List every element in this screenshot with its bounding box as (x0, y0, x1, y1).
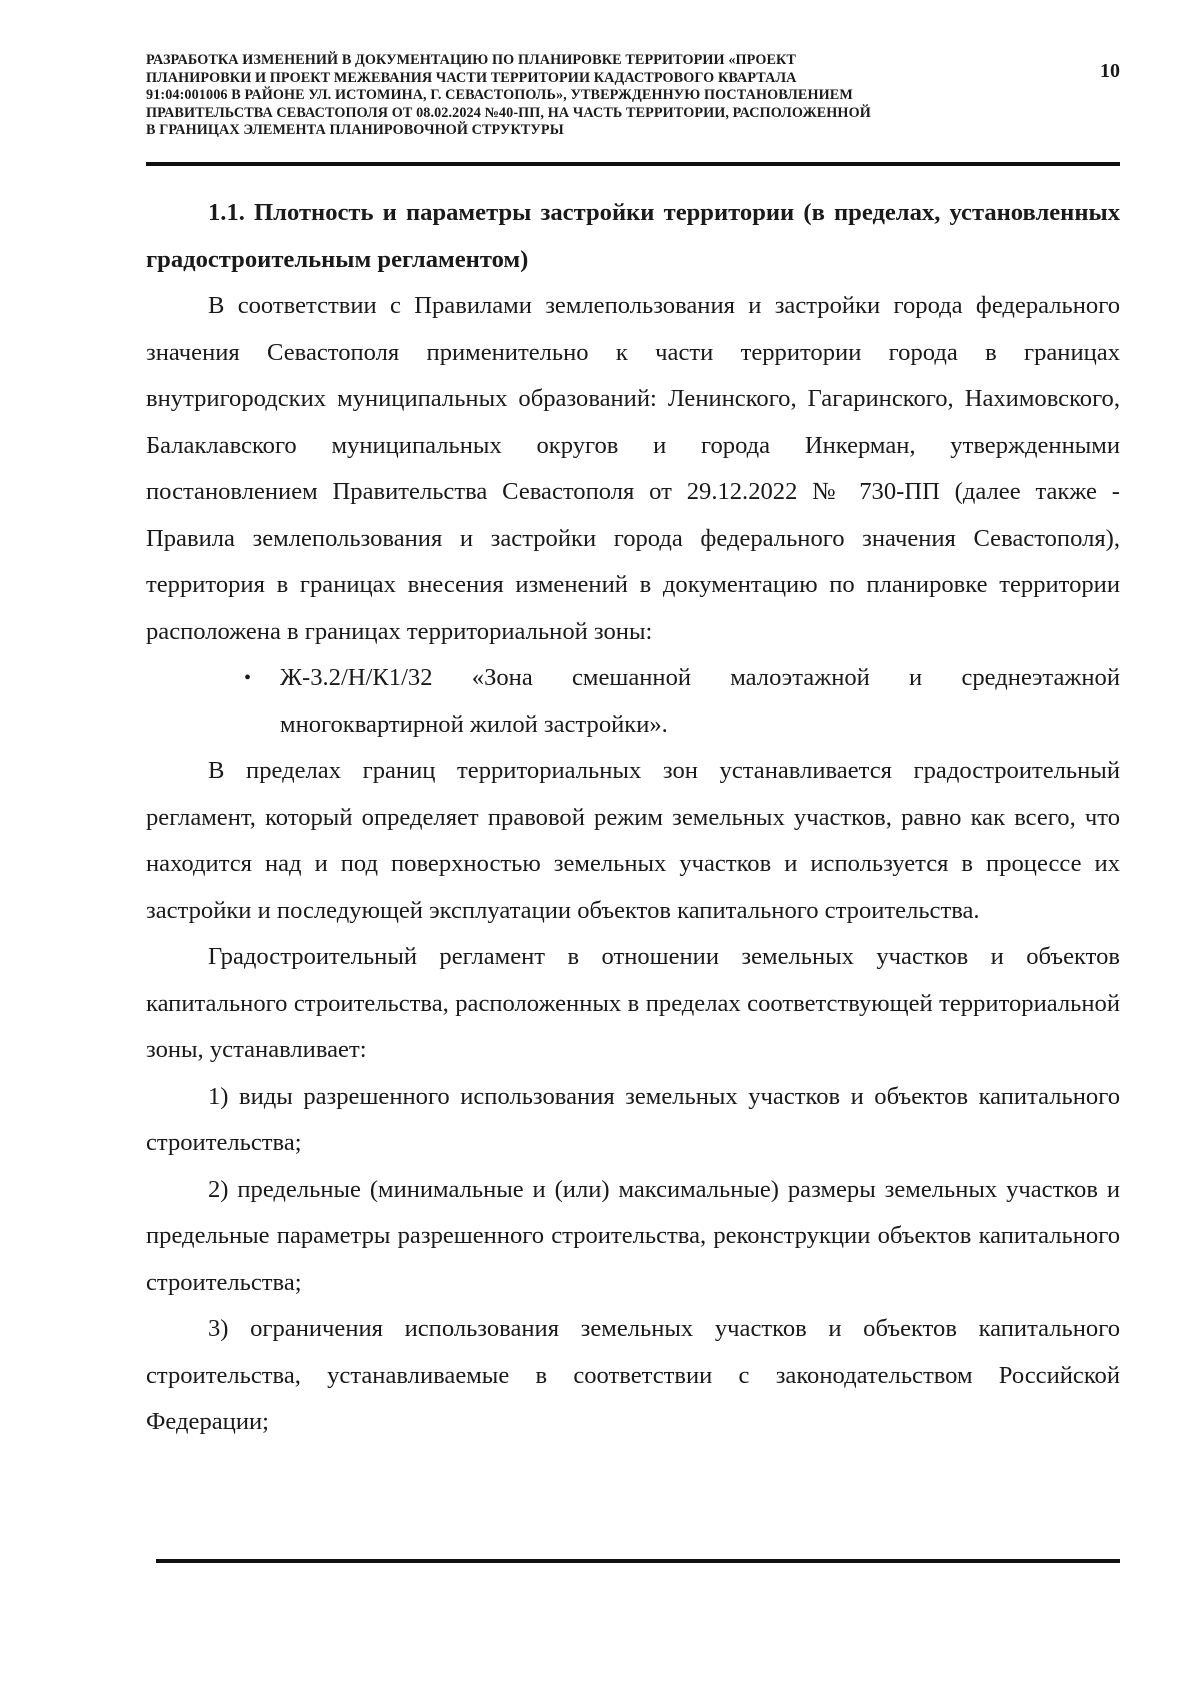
numbered-item-2: 2) предельные (минимальные и (или) максимальные) размеры земельных участков и предельные параметры разрешенного строительства, реконструкции объектов капитального строительства; (146, 1175, 1120, 1296)
document-header (146, 52, 1026, 140)
regulation-paragraph: В пределах границ территориальных зон устанавливается градостроительный регламент, который определяет правовой режим земельных участков, равно как всего, что находится над и под поверхностью земельных участков и используется в процессе их застройки и последующей эксплуатации объектов капитального строительства. (146, 757, 1120, 924)
numbered-item-1: 1) виды разрешенного использования земельных участков и объектов капитального строительства; (146, 1082, 1120, 1156)
footer-divider (156, 1559, 1120, 1563)
page-number: 10 (1100, 60, 1120, 82)
header-divider (146, 162, 1120, 166)
document-body (146, 190, 1120, 1446)
header-line: В ГРАНИЦАХ ЭЛЕМЕНТА ПЛАНИРОВОЧНОЙ СТРУКТУРЫ (146, 122, 564, 138)
zone-item-text: Ж-3.2/Н/К1/32 «Зона смешанной малоэтажной и среднеэтажной многоквартирной жилой застройки». (280, 664, 1120, 738)
list-item (244, 655, 1120, 748)
numbered-item-3: 3) ограничения использования земельных участков и объектов капитального строительства, устанавливаемые в соответствии с законодательством Российской Федерации; (146, 1315, 1120, 1435)
header-line: РАЗРАБОТКА ИЗМЕНЕНИЙ В ДОКУМЕНТАЦИЮ ПО ПЛАНИРОВКЕ ТЕРРИТОРИИ «ПРОЕКТ (146, 52, 796, 68)
establishes-paragraph: Градостроительный регламент в отношении земельных участков и объектов капитального строительства, расположенных в пределах соответствующей территориальной зоны, устанавливает: (146, 943, 1120, 1063)
header-line: ПРАВИТЕЛЬСТВА СЕВАСТОПОЛЯ ОТ 08.02.2024 №40-ПП, НА ЧАСТЬ ТЕРРИТОРИИ, РАСПОЛОЖЕННОЙ (146, 104, 871, 121)
intro-paragraph: В соответствии с Правилами землепользования и застройки города федерального значения Севастополя применительно к части территории города в границах внутригородских муниципальных образований: Ленинского, Гагаринского, Нахимовского, Балаклавского муниципальных округов и города Инкерман, утвержденными постановлением Правительства Севастополя от 29.12.2022 № 730-ПП (далее также - Правила землепользования и застройки города федерального значения Севастополя), территория в границах внесения изменений в документацию по планировке территории расположена в границах территориальной зоны: (146, 292, 1120, 645)
zone-list (146, 655, 1120, 748)
section-title: 1.1. Плотность и параметры застройки территории (в пределах, установленных градостроительным регламентом) (146, 199, 1120, 273)
header-line: 91:04:001006 В РАЙОНЕ УЛ. ИСТОМИНА, Г. СЕВАСТОПОЛЬ», УТВЕРЖДЕННУЮ ПОСТАНОВЛЕНИЕМ (146, 87, 853, 103)
header-line: ПЛАНИРОВКИ И ПРОЕКТ МЕЖЕВАНИЯ ЧАСТИ ТЕРРИТОРИИ КАДАСТРОВОГО КВАРТАЛА (146, 69, 797, 86)
bullet-icon: • (244, 667, 252, 689)
